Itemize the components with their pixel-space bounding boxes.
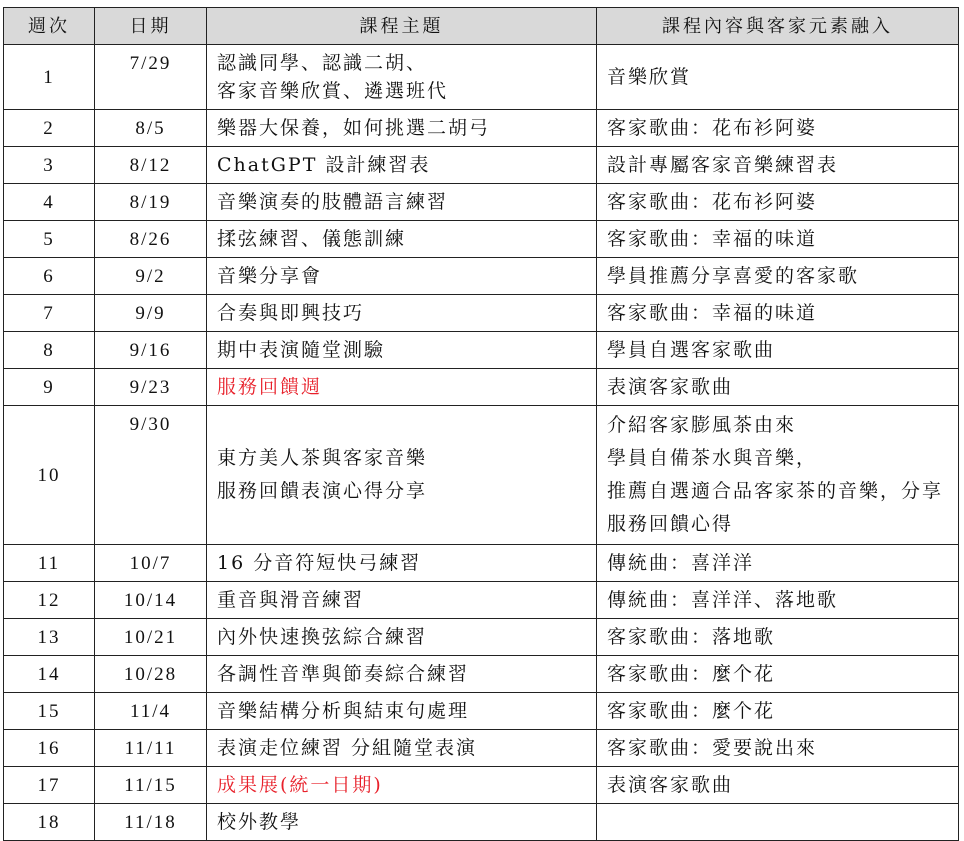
week-cell: 5 (4, 221, 95, 258)
content-text: 學員自備茶水與音樂， (607, 447, 818, 469)
topic-cell (207, 582, 597, 619)
content-text: 音樂欣賞 (607, 65, 692, 88)
week-cell: 4 (4, 184, 95, 221)
topic-text: 各調性音準與節奏綜合練習 (217, 662, 470, 685)
topic-cell (207, 110, 597, 147)
week-cell: 15 (4, 693, 95, 730)
content-cell (597, 545, 959, 582)
content-text: 客家歌曲：麼个花 (607, 662, 776, 685)
date-cell: 8/5 (95, 110, 207, 147)
table-row (4, 184, 959, 221)
table-body (4, 45, 959, 841)
table-row (4, 545, 959, 582)
topic-cell (207, 332, 597, 369)
topic-text: 合奏與即興技巧 (217, 301, 365, 324)
content-cell (597, 221, 959, 258)
week-cell: 1 (4, 45, 95, 110)
date-cell: 7/29 (95, 45, 207, 110)
date-cell: 9/16 (95, 332, 207, 369)
table-row (4, 406, 959, 545)
course-schedule-table (3, 7, 959, 841)
week-cell: 16 (4, 730, 95, 767)
content-text: 學員推薦分享喜愛的客家歌 (607, 264, 860, 287)
content-text: 客家歌曲：愛要說出來 (607, 736, 818, 759)
content-text: 客家歌曲：花布衫阿婆 (607, 190, 818, 213)
topic-cell (207, 45, 597, 110)
table-row (4, 693, 959, 730)
content-text: 設計專屬客家音樂練習表 (607, 153, 839, 176)
topic-cell (207, 545, 597, 582)
content-text: 介紹客家膨風茶由來 (607, 414, 797, 436)
topic-text: 表演走位練習 分組隨堂表演 (217, 736, 478, 759)
date-cell: 11/11 (95, 730, 207, 767)
topic-cell (207, 184, 597, 221)
week-cell: 11 (4, 545, 95, 582)
table-row (4, 582, 959, 619)
content-text: 傳統曲：喜洋洋、落地歌 (607, 588, 839, 611)
topic-text: 音樂結構分析與結束句處理 (217, 699, 470, 722)
content-cell (597, 730, 959, 767)
content-cell (597, 582, 959, 619)
date-cell: 9/2 (95, 258, 207, 295)
date-cell: 11/4 (95, 693, 207, 730)
date-cell: 11/18 (95, 804, 207, 841)
week-cell: 2 (4, 110, 95, 147)
topic-text: 校外教學 (217, 810, 302, 833)
topic-text: 樂器大保養，如何挑選二胡弓 (217, 116, 491, 139)
date-cell: 8/26 (95, 221, 207, 258)
content-cell (597, 295, 959, 332)
topic-cell (207, 693, 597, 730)
topic-text: 服務回饋表演心得分享 (217, 480, 428, 502)
table-row (4, 730, 959, 767)
topic-text: 16 分音符短快弓練習 (217, 551, 422, 574)
content-cell (597, 693, 959, 730)
date-cell: 10/14 (95, 582, 207, 619)
content-cell (597, 406, 959, 545)
date-cell: 8/19 (95, 184, 207, 221)
topic-text: 成果展(統一日期) (217, 773, 383, 796)
content-text: 學員自選客家歌曲 (607, 338, 776, 361)
topic-text: 揉弦練習、儀態訓練 (217, 227, 407, 250)
header-date: 日期 (95, 8, 207, 45)
content-cell (597, 369, 959, 406)
table-row (4, 619, 959, 656)
table-row (4, 45, 959, 110)
header-topic: 課程主題 (207, 8, 597, 45)
header-content: 課程內容與客家元素融入 (597, 8, 959, 45)
topic-text: 音樂演奏的肢體語言練習 (217, 190, 449, 213)
table-row (4, 804, 959, 841)
content-cell (597, 147, 959, 184)
date-cell: 9/30 (95, 406, 207, 545)
topic-text: 期中表演隨堂測驗 (217, 338, 386, 361)
content-cell (597, 332, 959, 369)
topic-text: 客家音樂欣賞、遴選班代 (217, 80, 449, 102)
content-cell (597, 804, 959, 841)
week-cell: 8 (4, 332, 95, 369)
week-cell: 12 (4, 582, 95, 619)
week-cell: 6 (4, 258, 95, 295)
topic-cell (207, 406, 597, 545)
week-cell: 3 (4, 147, 95, 184)
week-cell: 14 (4, 656, 95, 693)
topic-cell (207, 369, 597, 406)
topic-cell (207, 221, 597, 258)
date-cell: 11/15 (95, 767, 207, 804)
week-cell: 7 (4, 295, 95, 332)
content-cell (597, 656, 959, 693)
content-cell (597, 184, 959, 221)
topic-text: 服務回饋週 (217, 375, 323, 398)
topic-text: 內外快速換弦綜合練習 (217, 625, 428, 648)
content-cell (597, 767, 959, 804)
table-row (4, 656, 959, 693)
content-cell (597, 45, 959, 110)
topic-cell (207, 258, 597, 295)
table-row (4, 295, 959, 332)
date-cell: 10/7 (95, 545, 207, 582)
table-row (4, 147, 959, 184)
topic-text: 音樂分享會 (217, 264, 323, 287)
content-cell (597, 619, 959, 656)
week-cell: 10 (4, 406, 95, 545)
week-cell: 18 (4, 804, 95, 841)
topic-cell (207, 147, 597, 184)
topic-cell (207, 730, 597, 767)
week-cell: 13 (4, 619, 95, 656)
date-cell: 9/23 (95, 369, 207, 406)
topic-cell (207, 619, 597, 656)
content-text: 客家歌曲：花布衫阿婆 (607, 116, 818, 139)
table-row (4, 767, 959, 804)
table-header-row (4, 8, 959, 45)
header-week: 週次 (4, 8, 95, 45)
week-cell: 17 (4, 767, 95, 804)
content-text: 客家歌曲：幸福的味道 (607, 227, 818, 250)
topic-cell (207, 295, 597, 332)
table-row (4, 258, 959, 295)
topic-cell (207, 767, 597, 804)
topic-text: 認識同學、認識二胡、 (217, 52, 428, 74)
content-text: 客家歌曲：幸福的味道 (607, 301, 818, 324)
topic-text: 重音與滑音練習 (217, 588, 365, 611)
content-text: 推薦自選適合品客家茶的音樂，分享服務回饋心得 (607, 480, 944, 535)
topic-cell (207, 656, 597, 693)
content-text: 客家歌曲：落地歌 (607, 625, 776, 648)
content-text: 客家歌曲：麼个花 (607, 699, 776, 722)
date-cell: 10/28 (95, 656, 207, 693)
table-row (4, 221, 959, 258)
content-text: 傳統曲：喜洋洋 (607, 551, 755, 574)
date-cell: 8/12 (95, 147, 207, 184)
content-text: 表演客家歌曲 (607, 773, 734, 796)
date-cell: 10/21 (95, 619, 207, 656)
topic-cell (207, 804, 597, 841)
table-row (4, 110, 959, 147)
content-cell (597, 258, 959, 295)
content-cell (597, 110, 959, 147)
topic-text: ChatGPT 設計練習表 (217, 153, 431, 176)
table-row (4, 369, 959, 406)
topic-text: 東方美人茶與客家音樂 (217, 447, 428, 469)
content-text: 表演客家歌曲 (607, 375, 734, 398)
table-row (4, 332, 959, 369)
date-cell: 9/9 (95, 295, 207, 332)
week-cell: 9 (4, 369, 95, 406)
